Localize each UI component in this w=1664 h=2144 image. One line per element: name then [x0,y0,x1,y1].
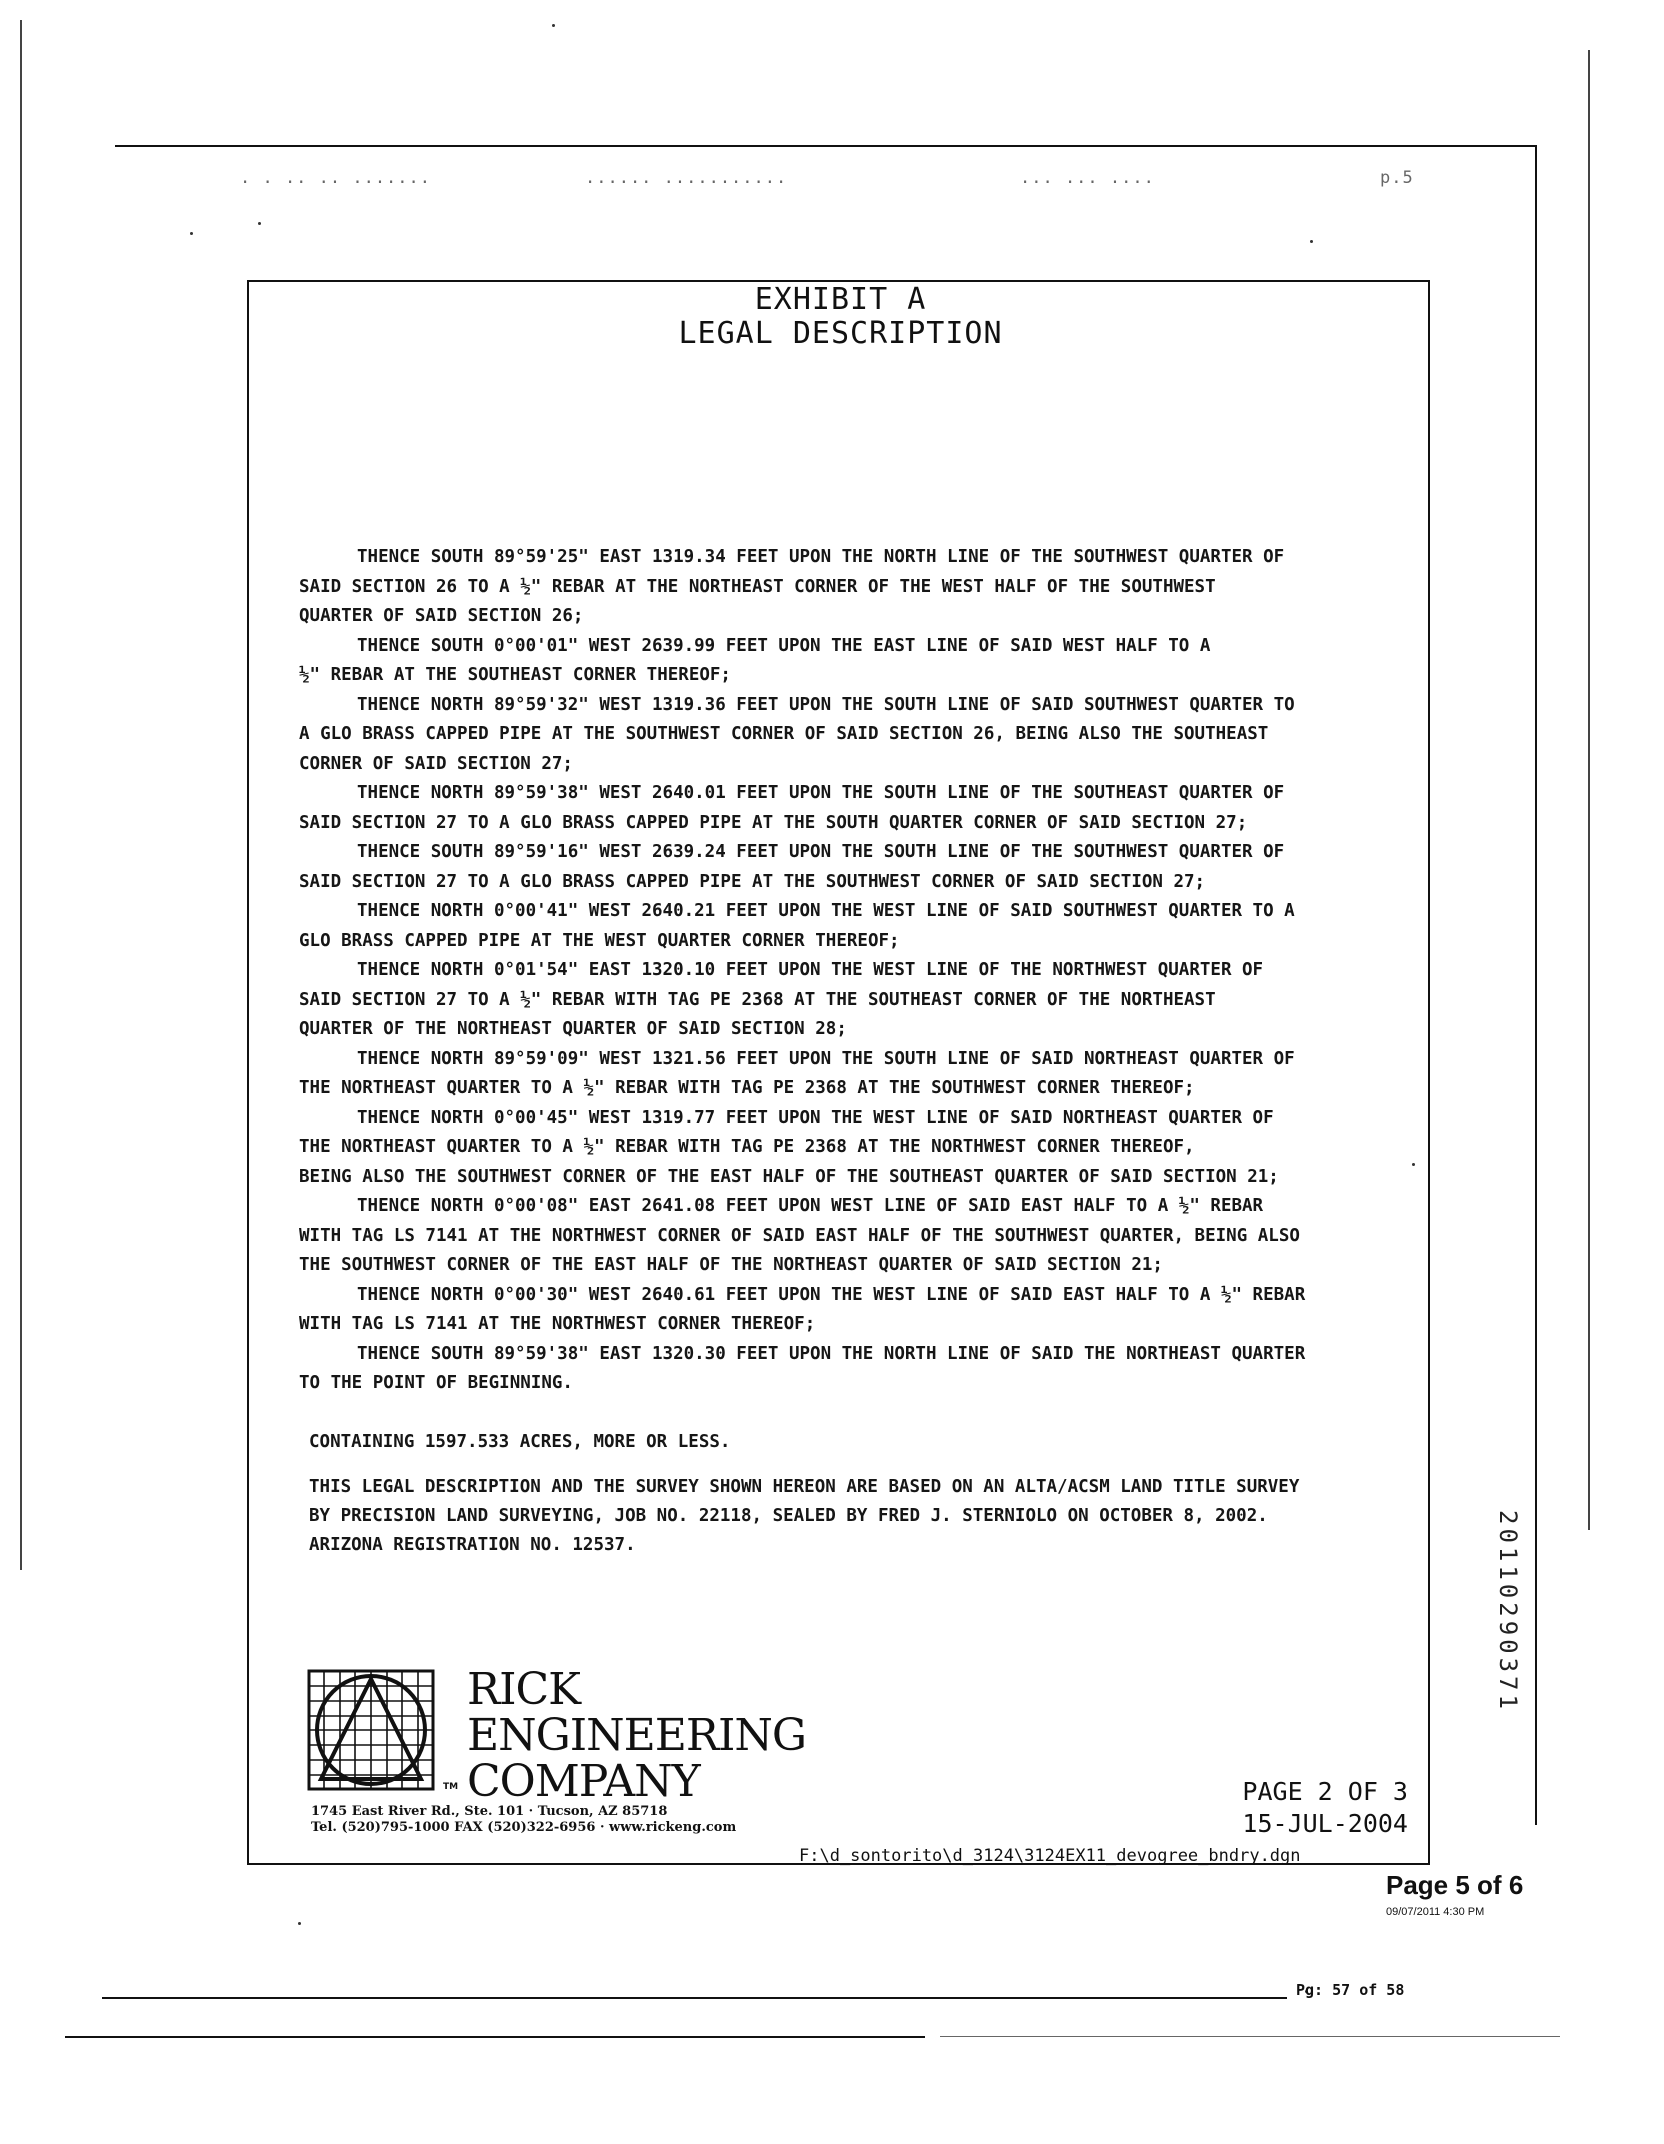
left-scan-edge [20,20,22,1570]
speck [258,222,261,225]
right-scan-edge [1588,50,1590,1530]
legal-description-line: QUARTER OF THE NORTHEAST QUARTER OF SAID SECTION 28; [299,1019,847,1039]
legal-description-line: SAID SECTION 27 TO A GLO BRASS CAPPED PIPE AT THE SOUTHWEST CORNER OF SAID SECTION 27; [299,871,1206,892]
recorder-datetime-stamp: 09/07/2011 4:30 PM [1386,1906,1485,1918]
page-number: PAGE 2 OF 3 [1242,1777,1408,1806]
legal-description-line: THENCE NORTH 89°59'38" WEST 2640.01 FEET UPON THE SOUTH LINE OF THE SOUTHEAST QUARTER OF [357,783,1285,803]
legal-description-line: SAID SECTION 26 TO A ½" REBAR AT THE NORTHEAST CORNER OF THE WEST HALF OF THE SOUTHWEST [299,576,1216,597]
legal-description-line: THENCE NORTH 0°01'54" EAST 1320.10 FEET UPON THE WEST LINE OF THE NORTHWEST QUARTER OF [357,960,1264,980]
legal-description-line: THENCE SOUTH 89°59'38" EAST 1320.30 FEET UPON THE NORTH LINE OF SAID THE NORTHEAST QUARTER [357,1343,1306,1364]
speck [552,24,555,27]
fax-right-line [1535,145,1537,1825]
fax-header-page: p.5 [1380,168,1414,188]
legal-description-line: THE NORTHEAST QUARTER TO A ½" REBAR WITH TAG PE 2368 AT THE SOUTHWEST CORNER THEREOF; [299,1078,1195,1098]
containing-acres: CONTAINING 1597.533 ACRES, MORE OR LESS. [309,1432,731,1452]
fax-top-line [115,145,1535,147]
legal-description-line: BEING ALSO THE SOUTHWEST CORNER OF THE EAST HALF OF THE SOUTHEAST QUARTER OF SAID SECTION 21; [299,1166,1279,1187]
speck [190,232,193,235]
document-date: 15-JUL-2004 [1242,1809,1408,1838]
recording-number: 20110290371 [1494,1510,1522,1713]
footer-line-2 [65,2036,925,2038]
legal-description-line: THENCE NORTH 0°00'45" WEST 1319.77 FEET UPON THE WEST LINE OF SAID NORTHEAST QUARTER OF [357,1107,1274,1128]
fax-header-number: ... ... .... [1020,168,1155,188]
legal-description-line: THE NORTHEAST QUARTER TO A ½" REBAR WITH TAG PE 2368 AT THE NORTHWEST CORNER THEREOF, [299,1137,1195,1157]
legal-description-line: SAID SECTION 27 TO A ½" REBAR WITH TAG PE 2368 AT THE SOUTHEAST CORNER OF THE NORTHEAST [299,989,1216,1010]
legal-description-line: THE SOUTHWEST CORNER OF THE EAST HALF OF THE NORTHEAST QUARTER OF SAID SECTION 21; [299,1255,1163,1275]
legal-description-line: CORNER OF SAID SECTION 27; [299,753,573,774]
legal-description-line: TO THE POINT OF BEGINNING. [299,1373,573,1393]
legal-description-line: ½" REBAR AT THE SOUTHEAST CORNER THEREOF; [299,665,731,685]
exhibit-document [247,280,1430,1865]
legal-description-line: THENCE NORTH 89°59'09" WEST 1321.56 FEET UPON THE SOUTH LINE OF SAID NORTHEAST QUARTER OF [357,1048,1295,1069]
legal-description-line: QUARTER OF SAID SECTION 26; [299,606,584,626]
survey-basis-line: BY PRECISION LAND SURVEYING, JOB NO. 22118, SEALED BY FRED J. STERNIOLO ON OCTOBER 8, 2002. [309,1506,1268,1526]
fax-page-footer: Pg: 57 of 58 [1296,1981,1405,1999]
legal-description-line: THENCE SOUTH 0°00'01" WEST 2639.99 FEET UPON THE EAST LINE OF SAID WEST HALF TO A [357,635,1211,656]
company-phone: Tel. (520)795-1000 FAX (520)322-6956 · www.rickeng.com [311,1820,737,1835]
speck [298,1922,301,1925]
company-name-company: COMPANY [467,1756,700,1807]
survey-basis-line: THIS LEGAL DESCRIPTION AND THE SURVEY SHOWN HEREON ARE BASED ON AN ALTA/ACSM LAND TITLE SURVEY [309,1477,1300,1497]
legal-description-line: THENCE NORTH 0°00'41" WEST 2640.21 FEET UPON THE WEST LINE OF SAID SOUTHWEST QUARTER TO A [357,901,1295,921]
trademark-mark: TM [443,1782,459,1792]
exhibit-title: EXHIBIT A [754,282,927,317]
legal-description-line: GLO BRASS CAPPED PIPE AT THE WEST QUARTER CORNER THEREOF; [299,930,900,951]
fax-header [230,168,1420,192]
legal-description-line: THENCE SOUTH 89°59'16" WEST 2639.24 FEET UPON THE SOUTH LINE OF THE SOUTHWEST QUARTER OF [357,842,1285,862]
rick-engineering-logo-icon [307,1669,435,1791]
recorder-page-stamp: Page 5 of 6 [1386,1870,1524,1900]
legal-description-body [299,543,1399,1399]
legal-description-title: LEGAL DESCRIPTION [678,316,1003,351]
legal-description-line: THENCE SOUTH 89°59'25" EAST 1319.34 FEET UPON THE NORTH LINE OF THE SOUTHWEST QUARTER OF [357,547,1285,567]
legal-description-line: WITH TAG LS 7141 AT THE NORTHWEST CORNER OF SAID EAST HALF OF THE SOUTHWEST QUARTER, BEING ALSO [299,1225,1300,1246]
fax-header-company: ...... ........... [585,168,788,188]
legal-description-line: THENCE NORTH 0°00'30" WEST 2640.61 FEET UPON THE WEST LINE OF SAID EAST HALF TO A ½" REBAR [357,1284,1306,1305]
footer-line-3 [940,2036,1560,2037]
legal-description-line: WITH TAG LS 7141 AT THE NORTHWEST CORNER THEREOF; [299,1314,816,1334]
company-name-engineering: ENGINEERING [467,1710,807,1761]
legal-description-line: A GLO BRASS CAPPED PIPE AT THE SOUTHWEST CORNER OF SAID SECTION 26, BEING ALSO THE SOUTHEAST [299,724,1269,744]
legal-description-line: SAID SECTION 27 TO A GLO BRASS CAPPED PIPE AT THE SOUTH QUARTER CORNER OF SAID SECTION 27; [299,812,1248,833]
footer-line-1 [102,1997,1287,1999]
company-name-rick: RICK [467,1664,581,1715]
cad-file-path: F:\d_sontorito\d_3124\3124EX11_devogree_bndry.dgn [799,1846,1301,1866]
fax-header-sender: . . .. .. ....... [240,168,431,188]
legal-description-line: THENCE NORTH 89°59'32" WEST 1319.36 FEET UPON THE SOUTH LINE OF SAID SOUTHWEST QUARTER TO [357,694,1295,715]
speck [1310,240,1313,243]
company-address: 1745 East River Rd., Ste. 101 · Tucson, AZ 85718 [311,1804,668,1819]
survey-basis-line: ARIZONA REGISTRATION NO. 12537. [309,1535,636,1555]
legal-description-line: THENCE NORTH 0°00'08" EAST 2641.08 FEET UPON WEST LINE OF SAID EAST HALF TO A ½" REBAR [357,1196,1264,1216]
